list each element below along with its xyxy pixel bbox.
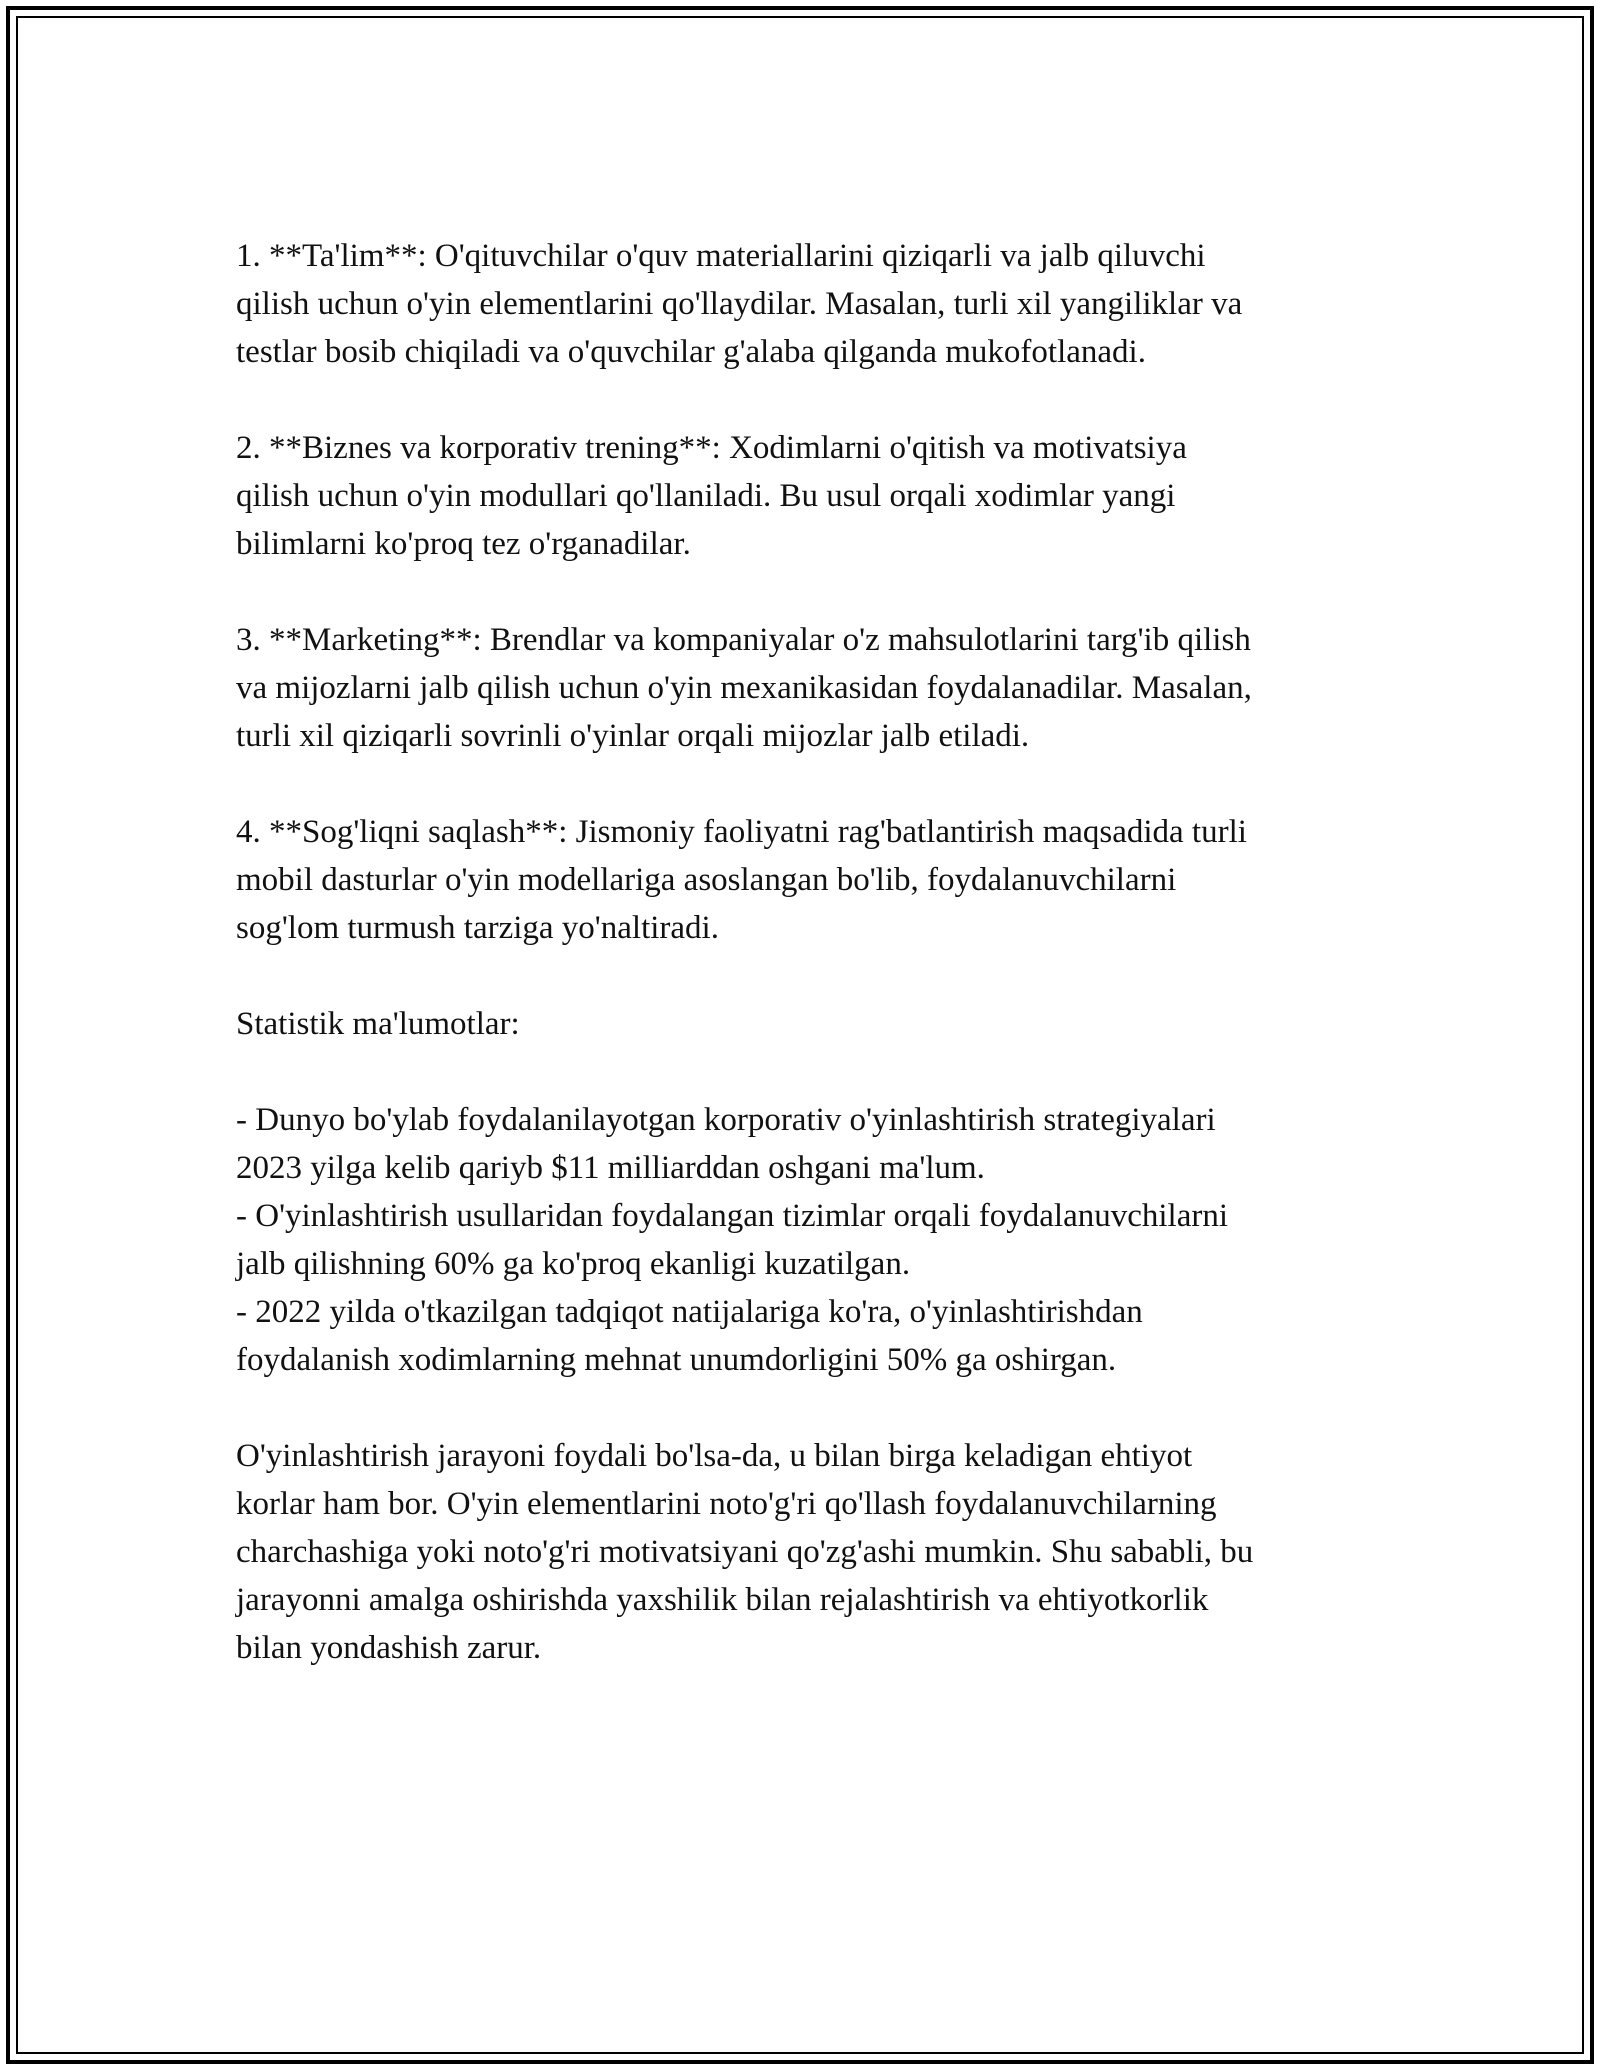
list-item-education: 1. **Ta'lim**: O'qituvchilar o'quv materiallarini qiziqarli va jalb qiluvchi qilish uchun o'yin elementlarini qo'llaydilar. Masalan, turli xil yangiliklar va testlar bosib chiqiladi va o'quvchilar g'alaba qilganda mukofotlanadi. xyxy=(236,238,1243,370)
stats-item: - O'yinlashtirish usullaridan foydalangan tizimlar orqali foydalanuvchilarni jalb qilishning 60% ga ko'proq ekanligi kuzatilgan. xyxy=(236,1198,1228,1282)
list-item-health: 4. **Sog'liqni saqlash**: Jismoniy faoliyatni rag'batlantirish maqsadida turli mobil dasturlar o'yin modellariga asoslangan bo'lib, foydalanuvchilarni sog'lom turmush tarziga yo'naltiradi. xyxy=(236,814,1247,946)
document-body xyxy=(236,232,1386,1672)
stats-list xyxy=(236,1096,1386,1384)
list-item-marketing: 3. **Marketing**: Brendlar va kompaniyalar o'z mahsulotlarini targ'ib qilish va mijozlarni jalb qilish uchun o'yin mexanikasidan foydalanadilar. Masalan, turli xil qiziqarli sovrinli o'yinlar orqali mijozlar jalb etiladi. xyxy=(236,622,1252,754)
list-item-business-training: 2. **Biznes va korporativ trening**: Xodimlarni o'qitish va motivatsiya qilish uchun o'yin modullari qo'llaniladi. Bu usul orqali xodimlar yangi bilimlarni ko'proq tez o'rganadilar. xyxy=(236,430,1187,562)
closing-paragraph: O'yinlashtirish jarayoni foydali bo'lsa-da, u bilan birga keladigan ehtiyot korlar ham bor. O'yin elementlarini noto'g'ri qo'llash foydalanuvchilarning charchashiga yoki noto'g'ri motivatsiyani qo'zg'ashi mumkin. Shu sababli, bu jarayonni amalga oshirishda yaxshilik bilan rejalashtirish va ehtiyotkorlik bilan yondashish zarur. xyxy=(236,1438,1254,1666)
stats-item: - Dunyo bo'ylab foydalanilayotgan korporativ o'yinlashtirish strategiyalari 2023 yilga kelib qariyb $11 milliarddan oshgani ma'lum. xyxy=(236,1102,1216,1186)
stats-item: - 2022 yilda o'tkazilgan tadqiqot natijalariga ko'ra, o'yinlashtirishdan foydalanish xodimlarning mehnat unumdorligini 50% ga oshirgan. xyxy=(236,1294,1143,1378)
stats-heading: Statistik ma'lumotlar: xyxy=(236,1006,520,1042)
